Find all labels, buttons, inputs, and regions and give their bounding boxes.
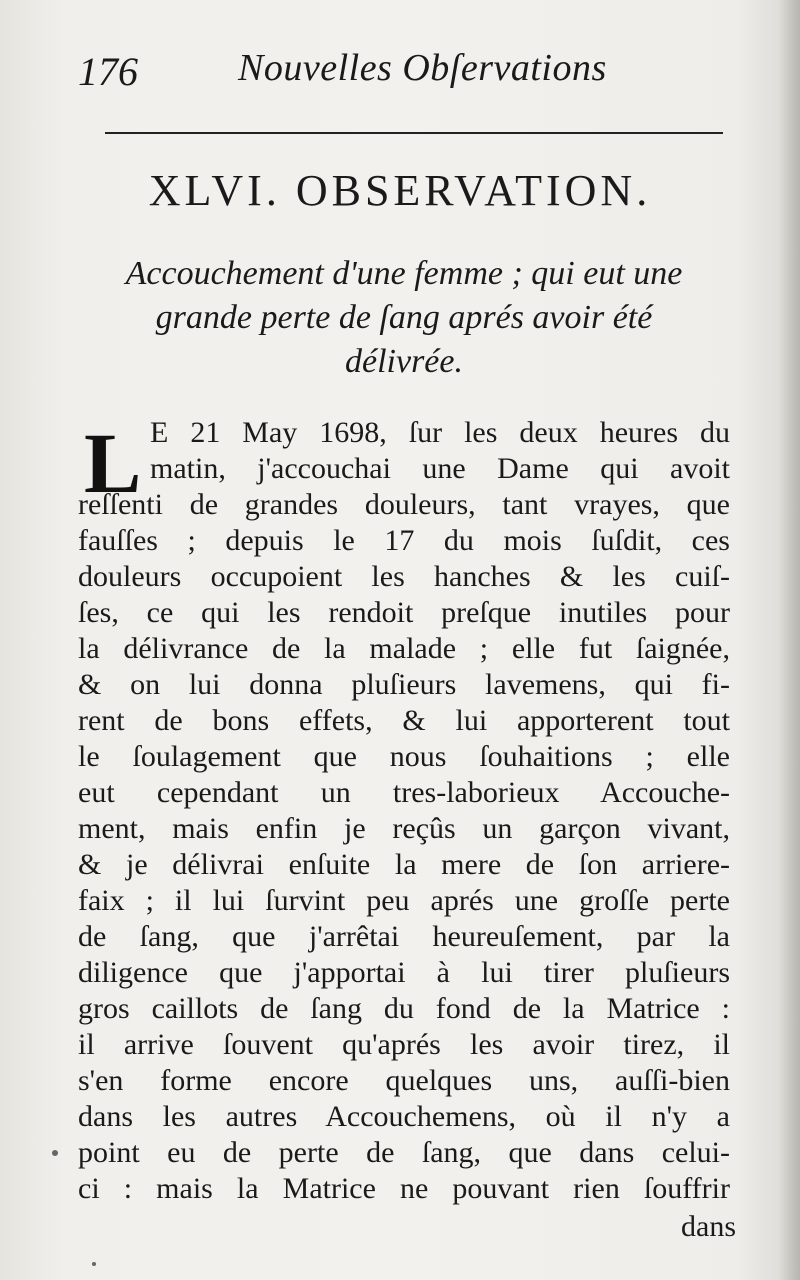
text-line: ci : mais la Matrice ne pouvant rien ſouffrir xyxy=(78,1172,730,1205)
text-line: E 21 May 1698, ſur les deux heures du xyxy=(150,416,730,449)
subtitle-line: délivrée. xyxy=(345,343,463,380)
ink-speck xyxy=(92,1262,96,1266)
text-line: le ſoulagement que nous ſouhaitions ; elle xyxy=(78,740,730,773)
text-line: rent de bons effets, & lui apporterent tout xyxy=(78,704,730,737)
drop-cap: L xyxy=(84,415,142,511)
text-line: fauſſes ; depuis le 17 du mois ſuſdit, ces xyxy=(78,524,730,557)
text-line: & je délivrai enſuite la mere de ſon arriere- xyxy=(78,848,730,881)
text-line: diligence que j'apportai à lui tirer pluſieurs xyxy=(78,956,730,989)
text-line: dans les autres Accouchemens, où il n'y a xyxy=(78,1100,730,1133)
text-line: de ſang, que j'arrêtai heureuſement, par la xyxy=(78,920,730,953)
page-number: 176 xyxy=(78,49,138,94)
text-line: s'en forme encore quelques uns, auſſi-bien xyxy=(78,1064,730,1097)
text-line: matin, j'accouchai une Dame qui avoit xyxy=(150,452,730,485)
text-line: douleurs occupoient les hanches & les cuiſ- xyxy=(78,560,730,593)
header-rule xyxy=(105,132,723,134)
text-line: & on lui donna pluſieurs lavemens, qui fi- xyxy=(78,668,730,701)
text-line: ſes, ce qui les rendoit preſque inutiles pour xyxy=(78,596,730,629)
text-line: reſſenti de grandes douleurs, tant vrayes, que xyxy=(78,488,730,521)
chapter-heading: XLVI. OBSERVATION. xyxy=(148,166,652,215)
ink-speck xyxy=(52,1150,58,1156)
text-line: ment, mais enfin je reçûs un garçon vivant, xyxy=(78,812,730,845)
subtitle-line: grande perte de ſang aprés avoir été xyxy=(155,299,653,336)
text-line: la délivrance de la malade ; elle fut ſaignée, xyxy=(78,632,730,665)
text-line: faix ; il lui ſurvint peu aprés une groſſe perte xyxy=(78,884,730,917)
running-header xyxy=(78,42,728,102)
text-line: eut cependant un tres-laborieux Accouche- xyxy=(78,776,730,809)
text-line: gros caillots de ſang du fond de la Matrice : xyxy=(78,992,730,1025)
subtitle-line: Accouchement d'une femme ; qui eut une xyxy=(125,255,683,292)
chapter-subtitle xyxy=(80,252,728,384)
text-line: il arrive ſouvent qu'aprés les avoir tirez, il xyxy=(78,1028,730,1061)
catchword: dans xyxy=(681,1210,736,1243)
running-title: Nouvelles Obſervations xyxy=(238,47,607,89)
text-line: point eu de perte de ſang, que dans celui- xyxy=(78,1136,730,1169)
